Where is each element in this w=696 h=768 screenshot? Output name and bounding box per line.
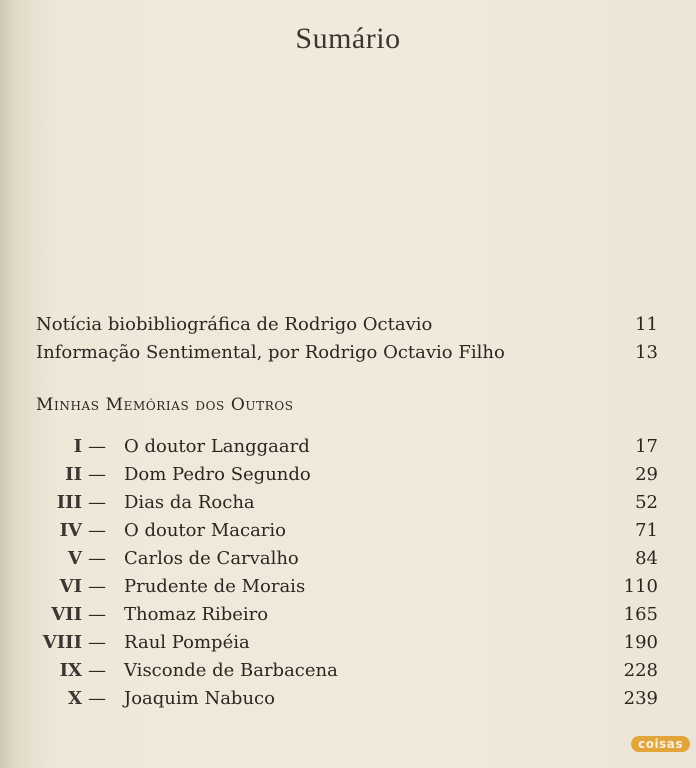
watermark-logo: coisas — [631, 736, 690, 752]
section-heading: Minhas Memórias dos Outros — [36, 395, 294, 415]
chapter-page: 52 — [635, 492, 658, 513]
toc-entry — [0, 340, 696, 366]
chapter-page: 29 — [635, 464, 658, 485]
chapter-title: O doutor Macario — [124, 520, 286, 541]
chapter-dash: — — [88, 520, 106, 541]
chapter-page: 110 — [623, 576, 658, 597]
toc-entry — [0, 312, 696, 338]
chapter-dash: — — [88, 576, 106, 597]
chapter-numeral: IX — [59, 660, 82, 681]
chapter-entry — [0, 686, 696, 712]
chapter-dash: — — [88, 548, 106, 569]
chapter-title: Thomaz Ribeiro — [124, 604, 269, 625]
chapter-title: Prudente de Morais — [124, 576, 306, 597]
chapter-page: 71 — [635, 520, 658, 541]
chapter-page: 190 — [623, 632, 658, 653]
page-title: Sumário — [295, 22, 401, 55]
chapter-dash: — — [88, 492, 106, 513]
chapter-numeral: IV — [59, 520, 82, 541]
chapter-page: 165 — [623, 604, 658, 625]
chapter-numeral: X — [68, 688, 82, 709]
chapter-page: 239 — [623, 688, 658, 709]
chapter-entry — [0, 546, 696, 572]
toc-entry-page: 11 — [635, 314, 658, 335]
chapter-page: 84 — [635, 548, 658, 569]
toc-entry-title: Notícia biobibliográfica de Rodrigo Octavio — [36, 314, 433, 335]
chapter-dash: — — [88, 436, 106, 457]
toc-entry-page: 13 — [635, 342, 658, 363]
chapter-dash: — — [88, 632, 106, 653]
chapter-dash: — — [88, 464, 106, 485]
chapter-title: Carlos de Carvalho — [124, 548, 299, 569]
chapter-title: Joaquim Nabuco — [124, 688, 275, 709]
chapter-numeral: VIII — [42, 632, 82, 653]
chapter-entry — [0, 574, 696, 600]
chapter-dash: — — [88, 604, 106, 625]
chapter-page: 17 — [635, 436, 658, 457]
chapter-entry — [0, 434, 696, 460]
chapter-dash: — — [88, 660, 106, 681]
chapter-numeral: I — [73, 436, 82, 457]
chapter-numeral: III — [56, 492, 82, 513]
chapter-numeral: V — [68, 548, 82, 569]
chapter-title: Dias da Rocha — [124, 492, 255, 513]
chapter-numeral: II — [65, 464, 82, 485]
chapter-title: Visconde de Barbacena — [124, 660, 338, 681]
chapter-title: Raul Pompéia — [124, 632, 250, 653]
chapter-page: 228 — [623, 660, 658, 681]
toc-entry-title: Informação Sentimental, por Rodrigo Octavio Filho — [36, 342, 505, 363]
chapter-title: O doutor Langgaard — [124, 436, 310, 457]
chapter-entry — [0, 658, 696, 684]
chapter-dash: — — [88, 688, 106, 709]
chapter-entry — [0, 602, 696, 628]
chapter-title: Dom Pedro Segundo — [124, 464, 311, 485]
chapter-entry — [0, 490, 696, 516]
chapter-entry — [0, 630, 696, 656]
chapter-numeral: VII — [51, 604, 82, 625]
chapter-entry — [0, 518, 696, 544]
chapter-numeral: VI — [59, 576, 82, 597]
chapter-entry — [0, 462, 696, 488]
